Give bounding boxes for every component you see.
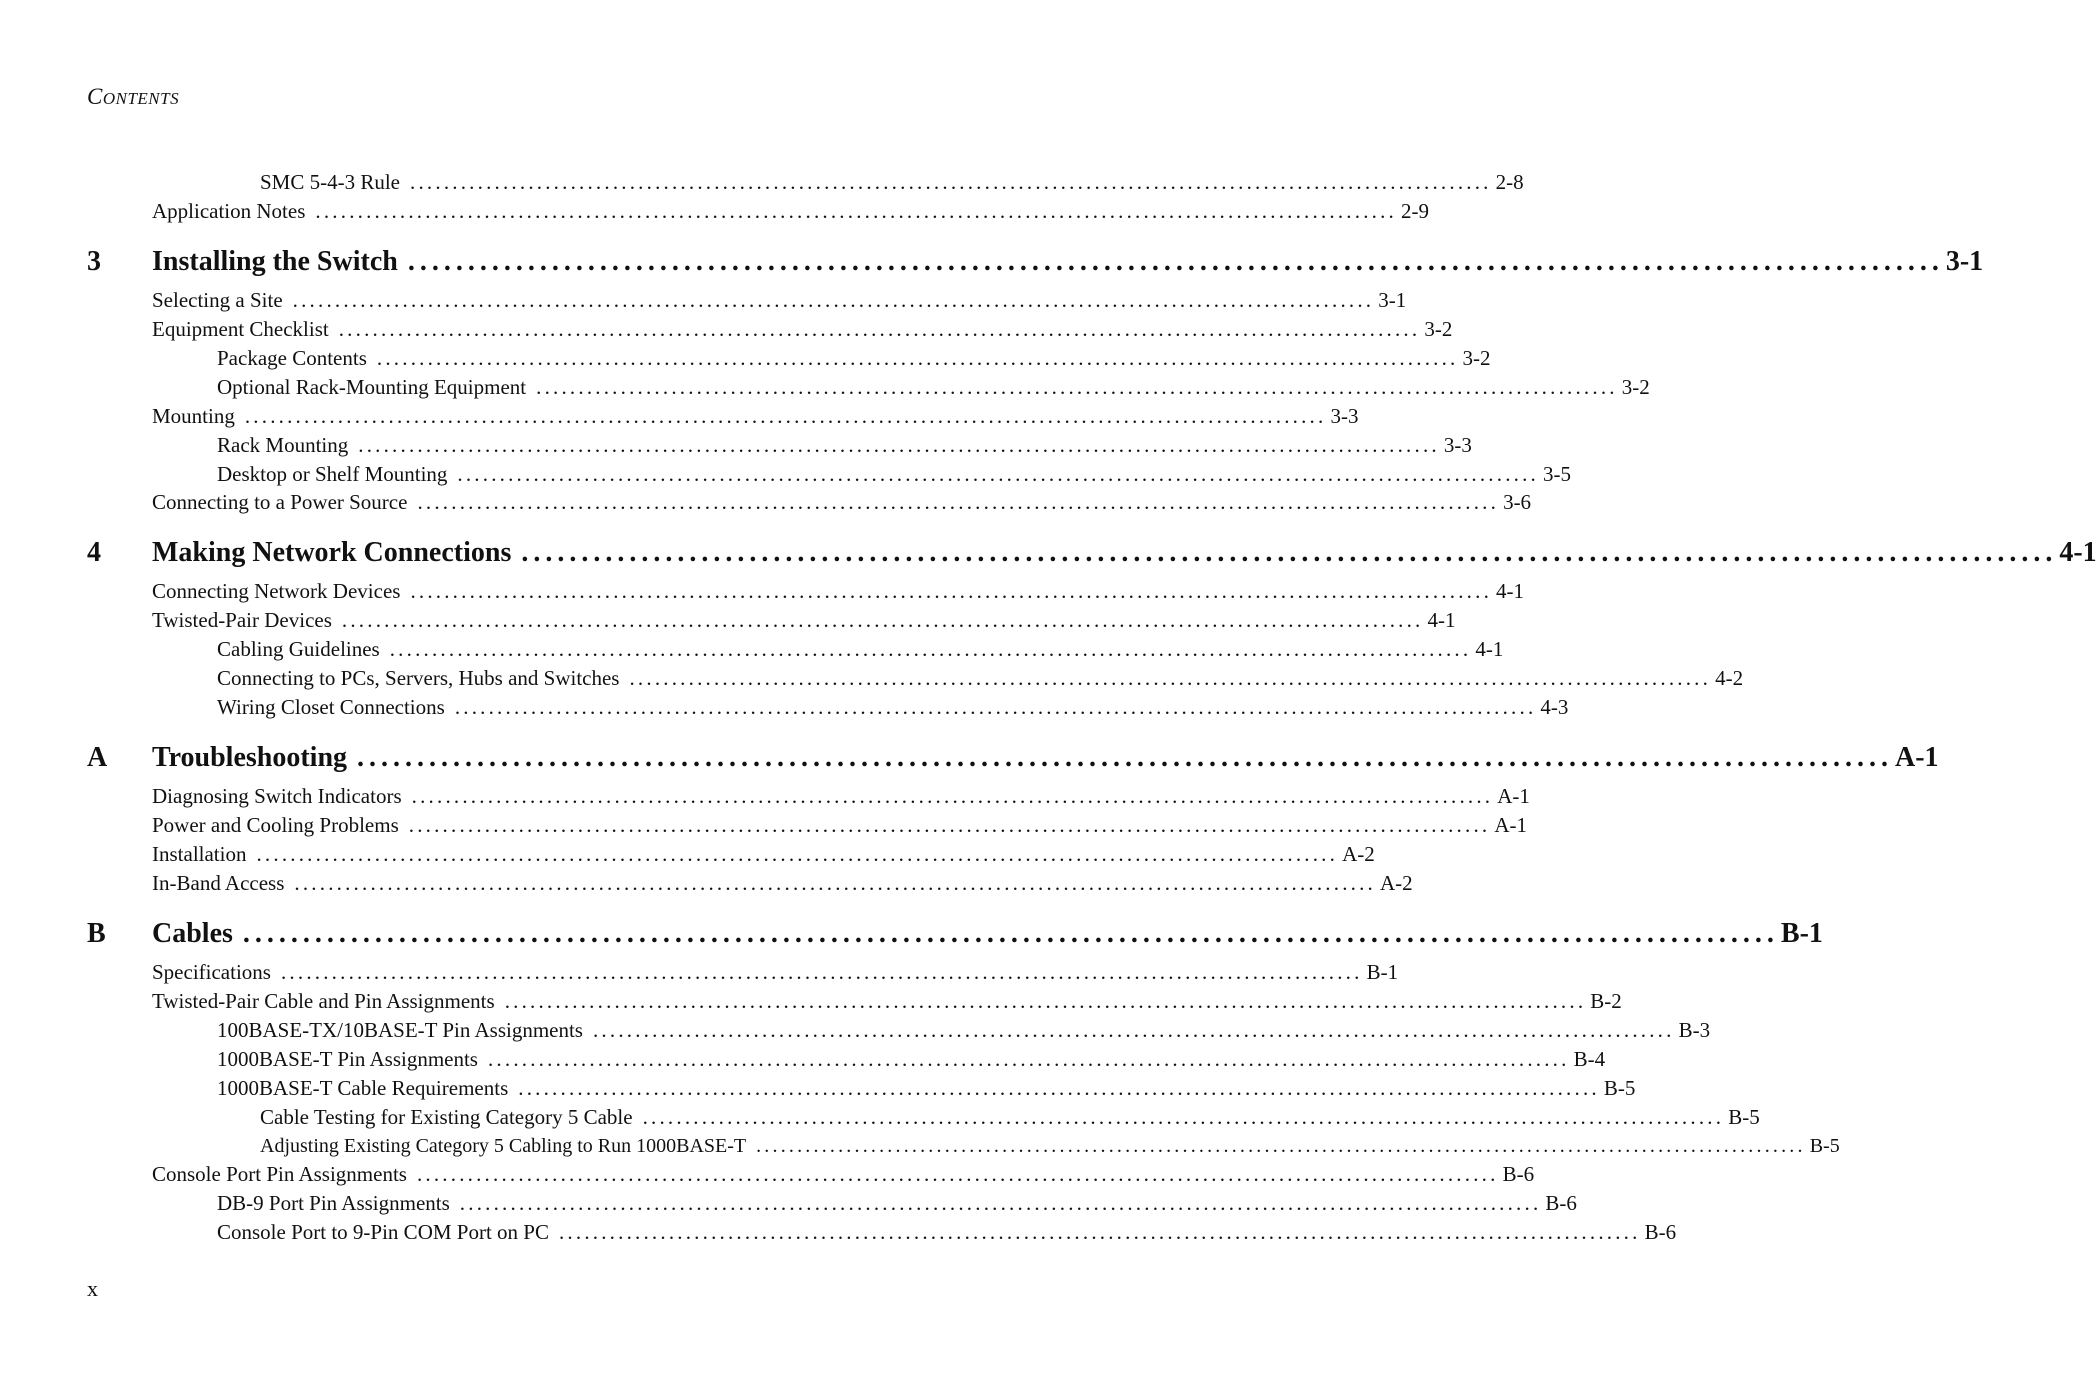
chapter-number: A (87, 742, 108, 773)
toc-entry-label: Specifications (152, 960, 271, 984)
toc-entry-label: 1000BASE-T Pin Assignments (217, 1047, 478, 1071)
toc-entry[interactable] (152, 490, 1532, 514)
toc-entry-page: 3-3 (1443, 433, 1472, 457)
toc-entry-label: Power and Cooling Problems (152, 813, 399, 837)
toc-entry[interactable] (217, 1018, 1711, 1042)
dot-leader: ................................................................................................................................ (504, 989, 1587, 1013)
toc-entry-label: Twisted-Pair Devices (152, 608, 332, 632)
toc-entry[interactable] (217, 1076, 1636, 1100)
toc-entry-label: Twisted-Pair Cable and Pin Assignments (152, 989, 495, 1013)
toc-entry-page: 4-1 (1427, 608, 1456, 632)
toc-entry-page: 4-1 (1496, 579, 1525, 603)
dot-leader: ................................................................................................................................ (341, 608, 1424, 632)
dot-leader: ................................................................................................................................ (592, 1018, 1675, 1042)
toc-entry-page: 3-5 (1543, 462, 1572, 486)
toc-entry-page: B-6 (1644, 1220, 1677, 1244)
dot-leader: ................................................................................................................................ (338, 317, 1421, 341)
toc-entry-page: B-3 (1678, 1018, 1711, 1042)
toc-entry-label: Connecting to PCs, Servers, Hubs and Switches (217, 666, 620, 690)
toc-appendix-b[interactable] (87, 918, 1823, 950)
dot-leader: ................................................................................................................................ (417, 490, 1500, 514)
toc-entry-label: Console Port Pin Assignments (152, 1162, 407, 1186)
toc-entry-label: Diagnosing Switch Indicators (152, 784, 402, 808)
dot-leader: ................................................................................................................................ (410, 170, 1492, 194)
dot-leader: ................................................................................................................................ (357, 742, 1894, 773)
chapter-number: B (87, 918, 106, 949)
toc-entry-label: Rack Mounting (217, 433, 349, 457)
toc-entry-page: B-5 (1728, 1105, 1760, 1129)
toc-entry-page: A-1 (1494, 813, 1528, 837)
chapter-number: 3 (87, 246, 101, 277)
dot-leader: ................................................................................................................................ (457, 462, 1540, 486)
toc-entry-page: 3-6 (1503, 490, 1532, 514)
dot-leader: ................................................................................................................................ (256, 842, 1339, 866)
dot-leader: ................................................................................................................................ (389, 637, 1472, 661)
toc-entry-label: 100BASE-TX/10BASE-T Pin Assignments (217, 1018, 583, 1042)
toc-entry-label: Optional Rack-Mounting Equipment (217, 375, 527, 399)
dot-leader: ................................................................................................................................ (459, 1191, 1542, 1215)
toc-entry-label: Wiring Closet Connections (217, 695, 445, 719)
toc-entry-label: Connecting to a Power Source (152, 490, 408, 514)
toc-entry-label: DB-9 Port Pin Assignments (217, 1191, 450, 1215)
toc-entry-label: Connecting Network Devices (152, 579, 401, 603)
dot-leader: ................................................................................................................................ (315, 199, 1397, 223)
dot-leader: ................................................................................................................................ (242, 918, 1779, 949)
dot-leader: ................................................................................................................................ (411, 784, 1494, 808)
toc-entry-page: 4-3 (1540, 695, 1569, 719)
toc-entry-label: Desktop or Shelf Mounting (217, 462, 448, 486)
dot-leader: ................................................................................................................................ (487, 1047, 1570, 1071)
chapter-title: Troubleshooting (152, 742, 348, 773)
toc-entry-page: 3-2 (1462, 346, 1491, 370)
toc-entry[interactable] (260, 1105, 1760, 1129)
toc-entry-label: Cabling Guidelines (217, 637, 380, 661)
toc-entry-page: B-1 (1366, 960, 1399, 984)
toc-entry-label: Selecting a Site (152, 288, 283, 312)
toc-entry[interactable] (152, 871, 1413, 895)
toc-entry[interactable] (217, 1220, 1677, 1244)
toc-entry-page: B-6 (1545, 1191, 1577, 1215)
dot-leader: ................................................................................................................................ (454, 695, 1537, 719)
toc-entry[interactable] (217, 433, 1472, 457)
toc-entry[interactable] (152, 608, 1456, 632)
toc-entry-page: A-1 (1497, 784, 1530, 808)
dot-leader: ................................................................................................................................ (756, 1135, 1806, 1157)
toc-entry-label: Cable Testing for Existing Category 5 Cable (260, 1105, 633, 1129)
page-folio: x (87, 1276, 98, 1301)
chapter-page: 4-1 (2059, 537, 2097, 568)
dot-leader: ................................................................................................................................ (358, 433, 1440, 457)
chapter-title: Making Network Connections (152, 537, 512, 568)
toc-entry-label: Equipment Checklist (152, 317, 329, 341)
toc-entry[interactable] (217, 637, 1504, 661)
dot-leader: ................................................................................................................................ (294, 871, 1376, 895)
dot-leader: ................................................................................................................................ (521, 537, 2058, 568)
chapter-page: A-1 (1895, 742, 1939, 773)
toc-chapter-4[interactable] (87, 537, 2097, 569)
toc-entry-page: 2-8 (1495, 170, 1524, 194)
toc-entry-page: B-4 (1573, 1047, 1606, 1071)
toc-entry[interactable] (217, 346, 1491, 370)
toc-entry[interactable] (152, 288, 1407, 312)
toc-entry-page: 2-9 (1401, 199, 1429, 223)
toc-entry[interactable] (217, 1191, 1577, 1215)
toc-entry[interactable] (217, 462, 1572, 486)
toc-entry-page: 3-3 (1330, 404, 1359, 428)
running-head-rest: ONTENTS (102, 89, 180, 108)
toc-entry-page: A-2 (1380, 871, 1413, 895)
toc-entry[interactable] (217, 1047, 1606, 1071)
dot-leader: ................................................................................................................................ (518, 1076, 1600, 1100)
toc-entry-label: Adjusting Existing Category 5 Cabling to Run 1000BASE-T (260, 1135, 747, 1157)
toc-entry-label: SMC 5-4-3 Rule (260, 170, 401, 194)
dot-leader: ................................................................................................................................ (536, 375, 1618, 399)
dot-leader: ................................................................................................................................ (416, 1162, 1499, 1186)
toc-entry-page: B-5 (1603, 1076, 1636, 1100)
toc-entry-label: Mounting (152, 404, 235, 428)
toc-entry[interactable] (217, 695, 1569, 719)
toc-entry[interactable] (152, 1162, 1535, 1186)
chapter-title: Installing the Switch (152, 246, 398, 277)
dot-leader: ................................................................................................................................ (629, 666, 1712, 690)
toc-entry-label: Application Notes (152, 199, 306, 223)
toc-entry-page: A-2 (1342, 842, 1375, 866)
toc-entry[interactable] (152, 842, 1375, 866)
toc-entry-smc-rule[interactable] (260, 170, 1524, 194)
toc-entry[interactable] (152, 317, 1453, 341)
dot-leader: ................................................................................................................................ (280, 960, 1363, 984)
toc-entry-page: 3-1 (1378, 288, 1407, 312)
toc-entry-label: Package Contents (217, 346, 367, 370)
toc-entry-page: B-2 (1590, 989, 1622, 1013)
chapter-page: B-1 (1780, 918, 1823, 949)
toc-entry-page: 4-2 (1715, 666, 1744, 690)
toc-entry-page: 3-2 (1621, 375, 1650, 399)
toc-entry-label: In-Band Access (152, 871, 285, 895)
toc-entry-page: B-6 (1502, 1162, 1535, 1186)
chapter-title: Cables (152, 918, 233, 949)
toc-chapter-3[interactable] (87, 246, 1984, 278)
chapter-number: 4 (87, 537, 101, 568)
toc-entry-label: Console Port to 9-Pin COM Port on PC (217, 1220, 549, 1244)
dot-leader: ................................................................................................................................ (407, 246, 1944, 277)
toc-entry-page: 3-2 (1424, 317, 1453, 341)
toc-entry[interactable] (152, 404, 1359, 428)
running-head (87, 84, 179, 110)
toc-entry-page: 4-1 (1475, 637, 1504, 661)
toc-entry-label: Installation (152, 842, 247, 866)
dot-leader: ................................................................................................................................ (558, 1220, 1641, 1244)
toc-entry[interactable] (152, 813, 1528, 837)
toc-entry-label: 1000BASE-T Cable Requirements (217, 1076, 509, 1100)
toc-entry[interactable] (152, 784, 1530, 808)
toc-entry[interactable] (217, 375, 1650, 399)
dot-leader: ................................................................................................................................ (408, 813, 1491, 837)
toc-entry[interactable] (152, 989, 1622, 1013)
dot-leader: ................................................................................................................................ (410, 579, 1493, 603)
chapter-page: 3-1 (1945, 246, 1984, 277)
dot-leader: ................................................................................................................................ (642, 1105, 1725, 1129)
dot-leader: ................................................................................................................................ (244, 404, 1327, 428)
toc-entry-page: B-5 (1809, 1135, 1840, 1157)
dot-leader: ................................................................................................................................ (292, 288, 1375, 312)
toc-entry[interactable] (152, 579, 1525, 603)
toc-entry[interactable] (217, 666, 1744, 690)
dot-leader: ................................................................................................................................ (376, 346, 1459, 370)
toc-entry-application-notes[interactable] (152, 199, 1429, 223)
running-head-initial: C (87, 84, 103, 109)
toc-appendix-a[interactable] (87, 742, 1939, 774)
toc-entry[interactable] (260, 1134, 1840, 1158)
toc-entry[interactable] (152, 960, 1399, 984)
